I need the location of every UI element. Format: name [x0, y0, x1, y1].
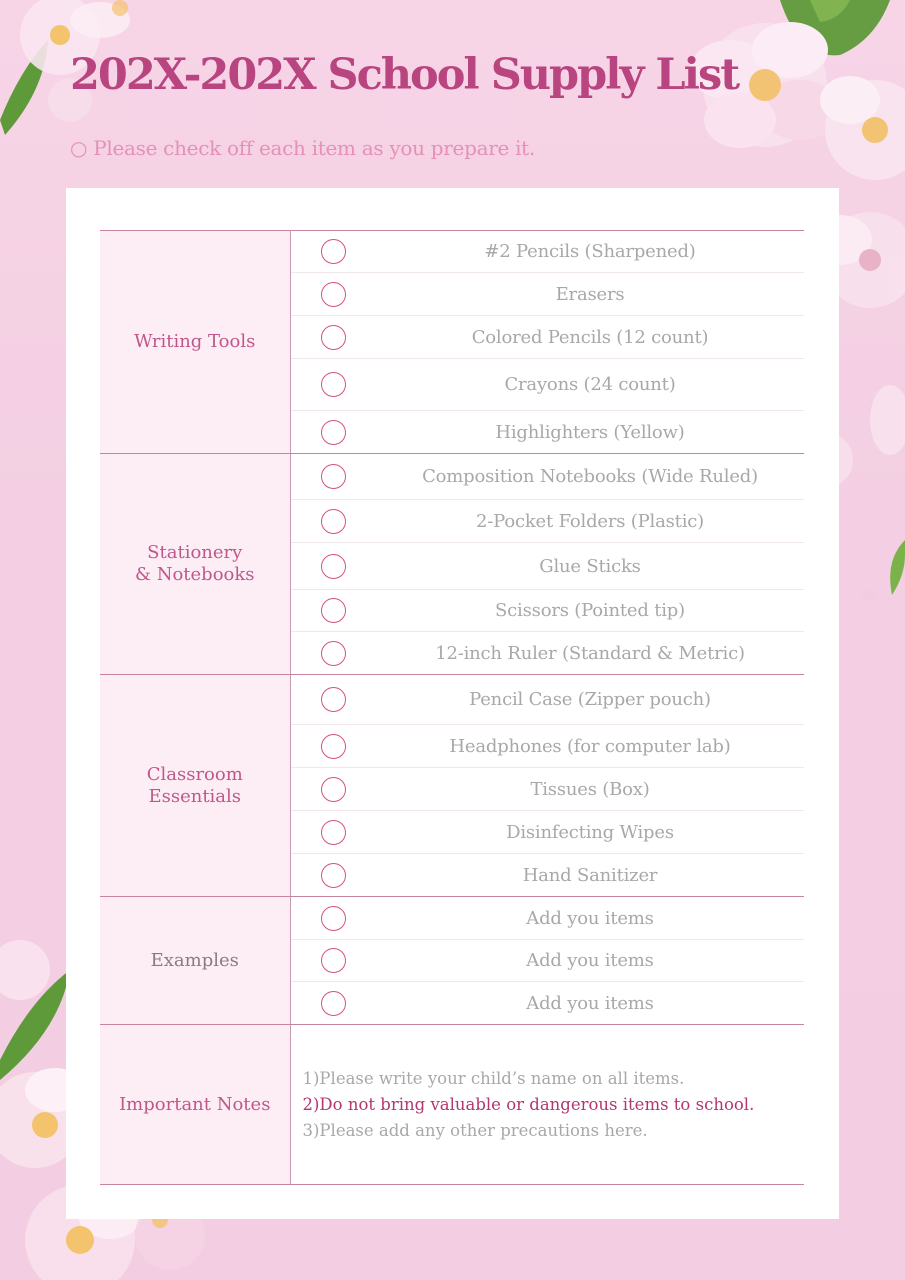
list-item: Tissues (Box) [376, 768, 804, 811]
list-item: Add you items [376, 982, 804, 1025]
checkbox[interactable] [321, 509, 346, 534]
list-item: Glue Sticks [376, 543, 804, 590]
list-item: Add you items [376, 897, 804, 940]
checkbox[interactable] [321, 372, 346, 397]
checkbox[interactable] [321, 863, 346, 888]
list-item: 2-Pocket Folders (Plastic) [376, 500, 804, 543]
checkbox[interactable] [321, 554, 346, 579]
checkbox[interactable] [321, 325, 346, 350]
note-line: 3)Please add any other precautions here. [302, 1120, 648, 1140]
checkbox[interactable] [321, 239, 346, 264]
list-item: 12-inch Ruler (Standard & Metric) [376, 632, 804, 675]
category-stationery-notebooks [100, 454, 290, 675]
checkbox[interactable] [321, 464, 346, 489]
checkbox[interactable] [321, 282, 346, 307]
supply-list-card [66, 188, 839, 1219]
page-subtitle: ○ Please check off each item as you prepare it. [70, 136, 535, 160]
checkbox[interactable] [321, 948, 346, 973]
category-label-line: & Notebooks [134, 564, 255, 585]
checkbox[interactable] [321, 734, 346, 759]
list-item: Crayons (24 count) [376, 359, 804, 411]
list-item: Disinfecting Wipes [376, 811, 804, 854]
list-item: #2 Pencils (Sharpened) [376, 231, 804, 273]
checkbox[interactable] [321, 906, 346, 931]
list-item: Composition Notebooks (Wide Ruled) [376, 454, 804, 500]
category-label-line: Essentials [148, 785, 242, 807]
category-important-notes: Important Notes [100, 1025, 290, 1185]
note-line: 1)Please write your child’s name on all items. [302, 1068, 685, 1088]
list-item: Colored Pencils (12 count) [376, 316, 804, 359]
list-item: Headphones (for computer lab) [376, 725, 804, 768]
supply-table [100, 230, 804, 1185]
category-writing-tools: Writing Tools [100, 231, 290, 454]
list-item: Scissors (Pointed tip) [376, 590, 804, 632]
checkbox[interactable] [321, 777, 346, 802]
page-title: 202X-202X School Supply List [70, 50, 739, 100]
table-row [100, 897, 804, 940]
category-classroom-essentials [100, 675, 290, 897]
list-item: Erasers [376, 273, 804, 316]
checkbox[interactable] [321, 687, 346, 712]
notes-content [290, 1025, 804, 1185]
category-examples: Examples [100, 897, 290, 1025]
checkbox[interactable] [321, 641, 346, 666]
category-label-line: Classroom [146, 763, 243, 785]
table-row [100, 675, 804, 725]
list-item: Pencil Case (Zipper pouch) [376, 675, 804, 725]
checkbox[interactable] [321, 420, 346, 445]
note-line-highlighted: 2)Do not bring valuable or dangerous items to school. [302, 1094, 755, 1114]
list-item: Highlighters (Yellow) [376, 411, 804, 454]
checkbox[interactable] [321, 598, 346, 623]
list-item: Add you items [376, 940, 804, 982]
checkbox[interactable] [321, 991, 346, 1016]
table-row [100, 454, 804, 500]
table-row [100, 231, 804, 273]
list-item: Hand Sanitizer [376, 854, 804, 897]
category-label-line: Stationery [147, 542, 243, 563]
checkbox[interactable] [321, 820, 346, 845]
notes-row [100, 1025, 804, 1185]
